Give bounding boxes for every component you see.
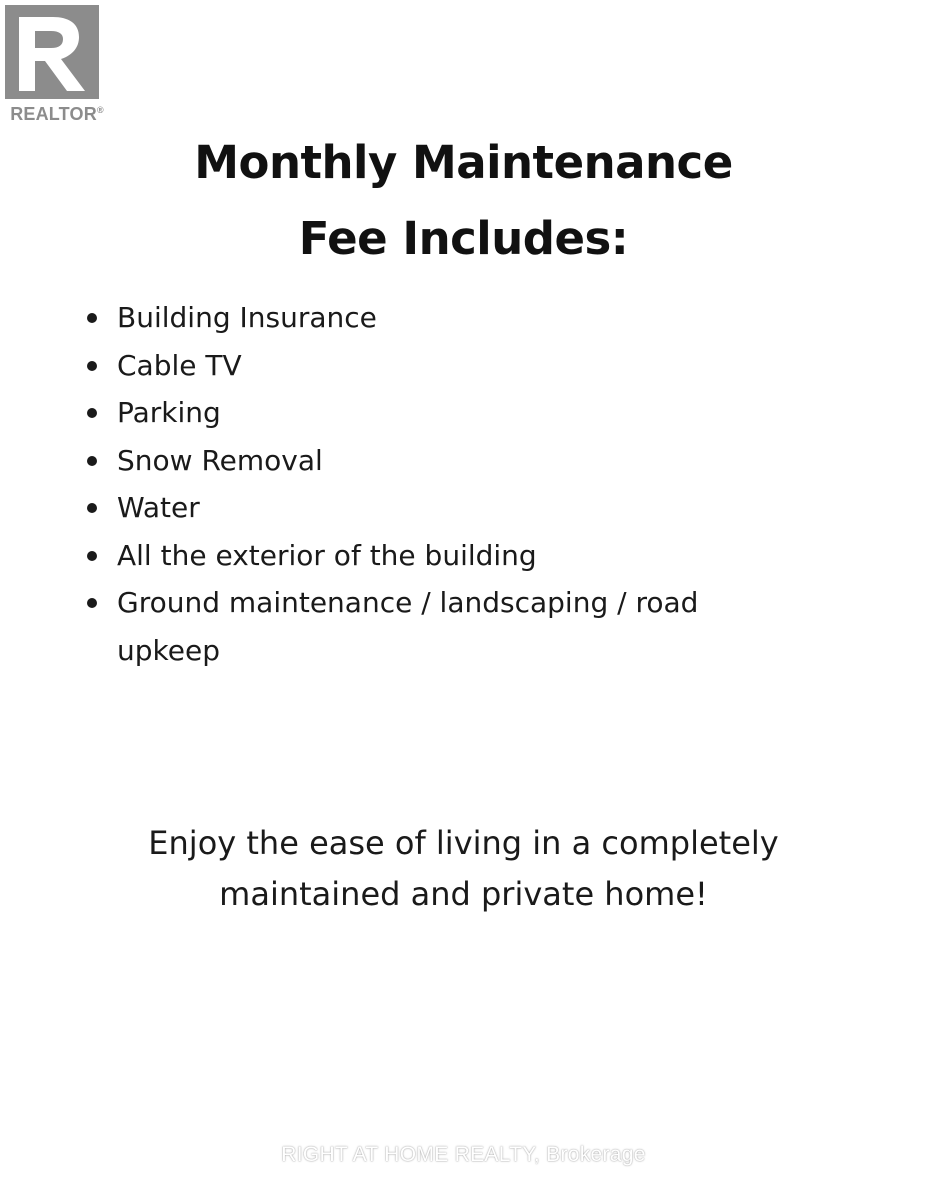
- realtor-r-logo-icon: [5, 5, 99, 99]
- list-item: Water: [85, 484, 805, 532]
- list-item: Building Insurance: [85, 294, 805, 342]
- included-items-list: [85, 294, 805, 674]
- bullet-icon: [87, 408, 97, 418]
- tagline-line-1: Enjoy the ease of living in a completely: [148, 824, 779, 862]
- bullet-icon: [87, 503, 97, 513]
- trademark-symbol: ®: [96, 105, 104, 115]
- title-line-1: Monthly Maintenance: [194, 136, 733, 189]
- bullet-icon: [87, 456, 97, 466]
- tagline-line-2: maintained and private home!: [219, 875, 708, 913]
- tagline: [0, 818, 927, 920]
- bullet-icon: [87, 598, 97, 608]
- list-item: Parking: [85, 389, 805, 437]
- list-item: Snow Removal: [85, 437, 805, 485]
- bullet-icon: [87, 551, 97, 561]
- bullet-icon: [87, 313, 97, 323]
- page-title: [0, 125, 927, 277]
- title-line-2: Fee Includes:: [298, 212, 629, 265]
- bullet-icon: [87, 361, 97, 371]
- realtor-logo: [5, 5, 109, 127]
- realtor-wordmark: REALTOR®: [10, 104, 104, 124]
- list-item: Cable TV: [85, 342, 805, 390]
- list-item: All the exterior of the building: [85, 532, 805, 580]
- brokerage-watermark: RIGHT AT HOME REALTY, Brokerage: [281, 1143, 646, 1166]
- list-item: Ground maintenance / landscaping / road upkeep: [85, 579, 805, 674]
